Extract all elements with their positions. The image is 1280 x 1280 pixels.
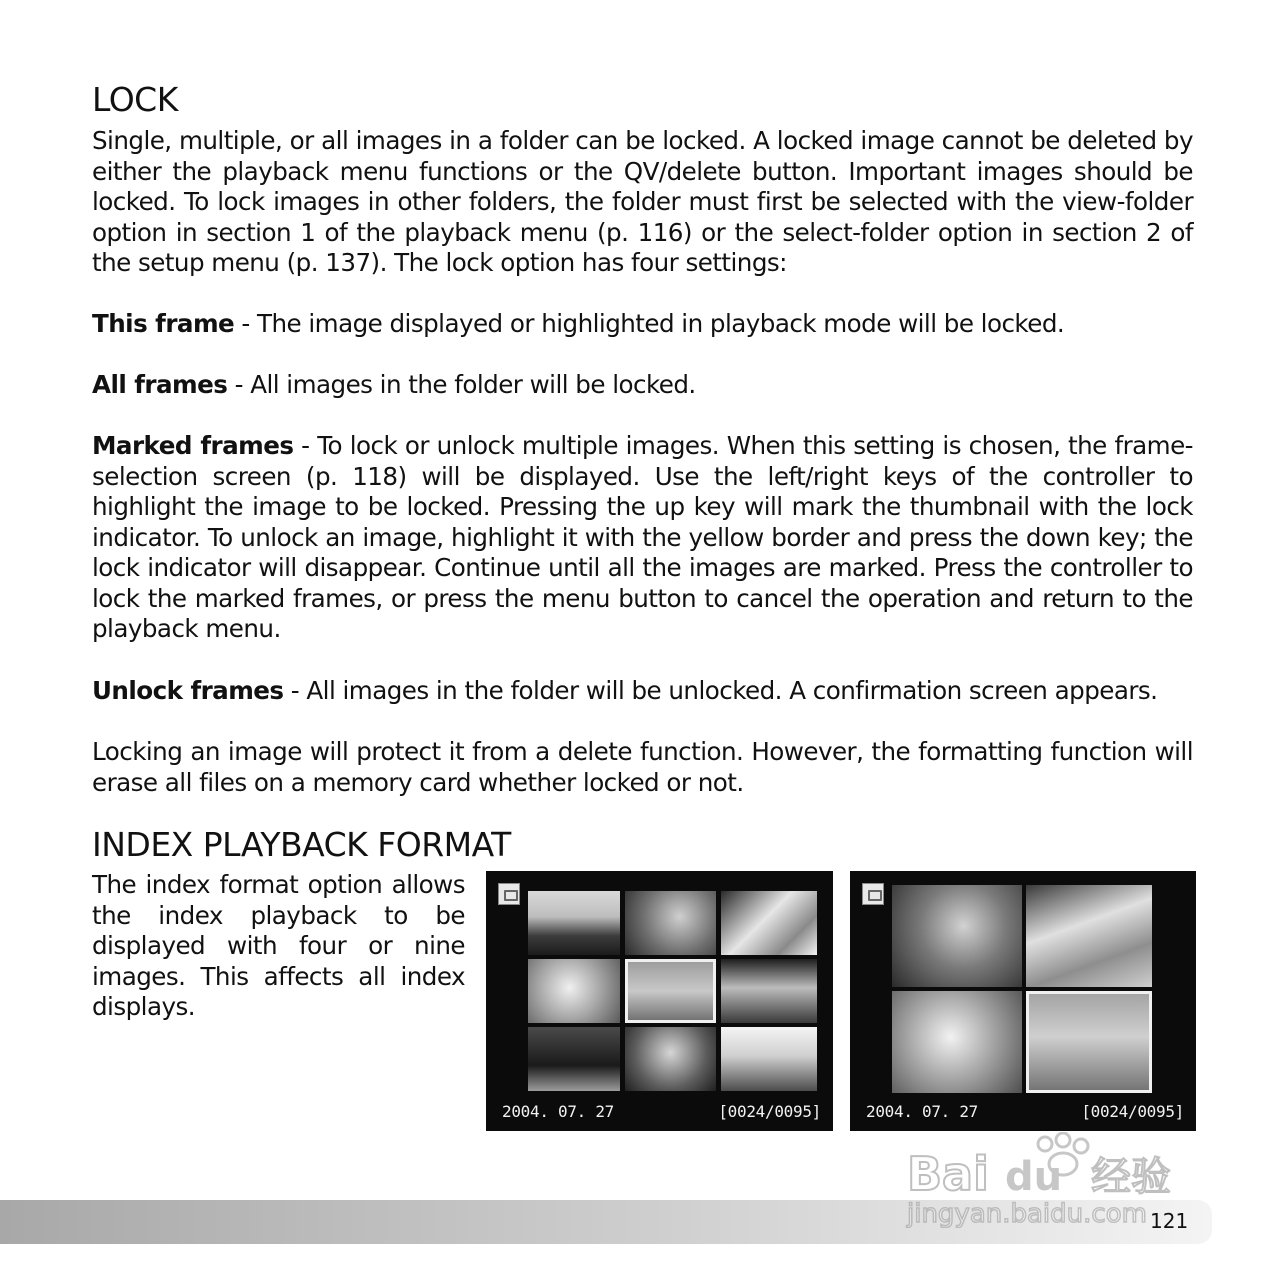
frame-counter: [0024/0095] [718,1102,821,1121]
footer-band [0,1200,1212,1244]
thumbnail-image [625,891,716,955]
setting-description: - All images in the folder will be unlocked. A confirmation screen appears. [283,676,1158,705]
thumbnail-image [721,891,817,955]
setting-unlock-frames [92,676,1193,707]
setting-this-frame [92,309,1193,340]
svg-text:jingyan.baidu.com: jingyan.baidu.com [907,1199,1147,1228]
thumbnail-image [892,991,1022,1093]
index-playback-screen-four [850,871,1196,1131]
setting-term: This frame [92,309,235,338]
frame-counter: [0024/0095] [1081,1102,1184,1121]
setting-term: All frames [92,370,228,399]
date-readout: 2004. 07. 27 [502,1102,614,1121]
thumbnail-image-selected [625,959,716,1023]
setting-description: - All images in the folder will be locked. [227,370,696,399]
thumbnail-image [528,1027,620,1091]
thumbnail-image [721,1027,817,1091]
lock-note-paragraph: Locking an image will protect it from a delete function. However, the formatting function will erase all files on a memory card whether locked or not. [92,737,1193,797]
index-playback-screen-nine [486,871,833,1131]
section-heading-index-playback-format: INDEX PLAYBACK FORMAT [92,825,511,864]
thumbnail-image [625,1027,716,1091]
thumbnail-image [528,959,620,1023]
thumbnail-image [721,959,817,1023]
thumbnail-image [528,891,620,955]
section-heading-lock: LOCK [92,80,178,119]
thumbnail-image [1026,885,1152,987]
setting-all-frames [92,370,1193,401]
date-readout: 2004. 07. 27 [866,1102,978,1121]
svg-text:du: du [1005,1154,1063,1200]
svg-text:Bai: Bai [907,1147,989,1201]
thumbnail-image-selected [1026,991,1152,1093]
index-format-paragraph: The index format option allows the index playback to be displayed with four or nine images. This affects all index displays. [92,870,465,1021]
folder-icon [862,883,884,905]
lock-intro-paragraph: Single, multiple, or all images in a folder can be locked. A locked image cannot be deleted by either the playback menu functions or the QV/delete button. Important images should be locked. To lock images in other folders, the folder must first be selected with the view-folder option in section 1 of the playback menu (p. 116) or the select-folder option in section 2 of the setup menu (p. 137). The lock option has four settings: [92,126,1193,277]
setting-description: - The image displayed or highlighted in playback mode will be locked. [234,309,1065,338]
svg-text:经验: 经验 [1091,1154,1171,1200]
setting-description: - To lock or unlock multiple images. When this setting is chosen, the frame-selection screen (p. 118) will be displayed. Use the left/right keys of the controller to highlight the image to be locked. Pressing the up key will mark the thumbnail with the lock indicator. To unlock an image, highlight it with the yellow border and press the down key; the lock indicator will disappear. Continue until all the images are marked. Press the controller to lock the marked frames, or press the menu button to cancel the operation and return to the playback menu. [92,431,1193,643]
setting-marked-frames [92,431,1193,645]
setting-term: Unlock frames [92,676,284,705]
setting-term: Marked frames [92,431,294,460]
page-number: 121 [1150,1209,1189,1233]
folder-icon [498,883,520,905]
thumbnail-image [892,885,1022,987]
